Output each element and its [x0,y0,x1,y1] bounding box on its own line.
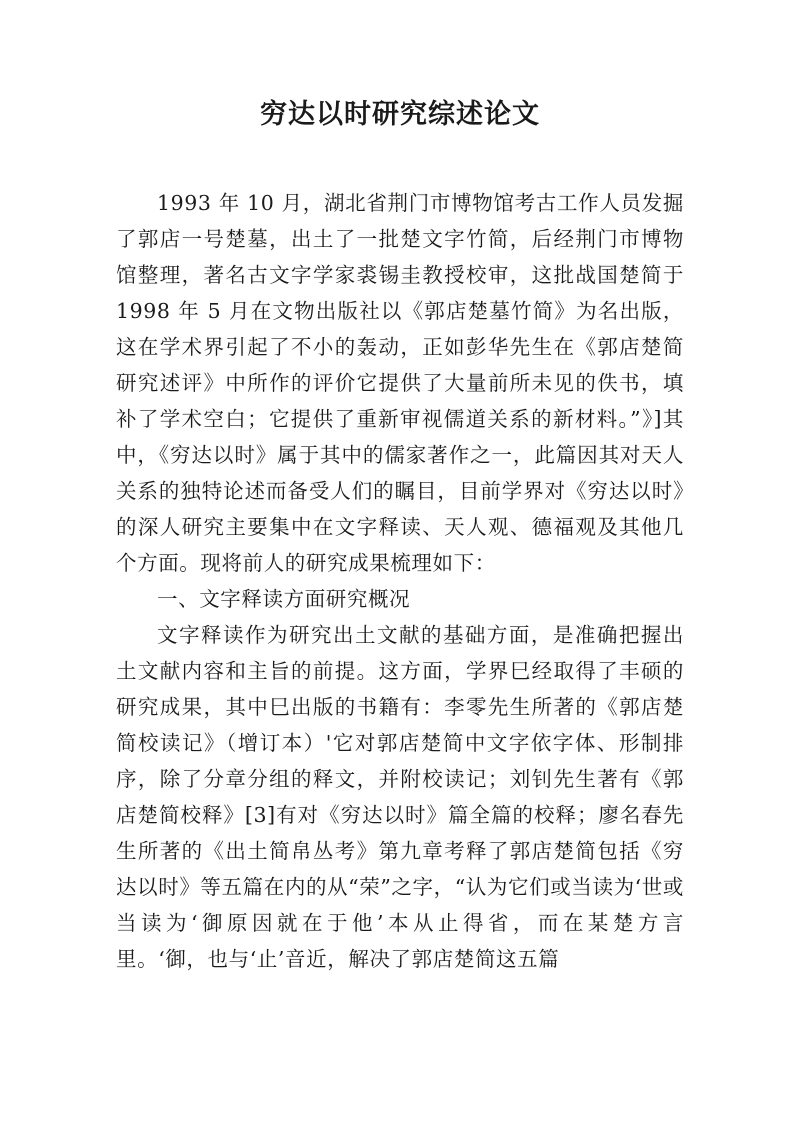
paragraph-intro: 1993 年 10 月，湖北省荆门市博物馆考古工作人员发掘了郭店一号楚墓，出土了一批楚文字竹简，后经荆门市博物馆整理，著名古文字学家裘锡圭教授校审，这批战国楚简于 1998 年 5 月在文物出版社以《郭店楚墓竹简》为名出版，这在学术界引起了不小的轰动，正如彭华先生在《郭店楚简研究述评》中所作的评价它提供了大量前所未见的佚书，填补了学术空白；它提供了重新审视儒道关系的新材料。”》]其中，《穷达以时》属于其中的儒家著作之一，此篇因其对天人关系的独特论述而备受人们的瞩目，目前学界对《穷达以时》的深人研究主要集中在文字释读、天人观、德福观及其他几个方面。现将前人的研究成果梳理如下： [116,191,684,575]
paragraph-text-interpretation: 文字释读作为研究出土文献的基础方面，是准确把握出土文献内容和主旨的前提。这方面，学界巳经取得了丰硕的研究成果，其中巳出版的书籍有：李零先生所著的《郭店楚简校读记》（增订本）'它对郭店楚简中文字依字体、形制排序，除了分章分组的释文，并附校读记；刘钊先生著有《郭店楚简校释》[3]有对《穷达以时》篇全篇的校释；廖名春先生所著的《出土简帛丛考》第九章考释了郭店楚简包括《穷达以时》等五篇在内的从“荣”之字，“认为它们或当读为‘世或当读为‘御原因就在于他’本从止得省，而在某楚方言里。‘御，也与‘止’音近，解决了郭店楚简这五篇 [116,623,684,971]
section-heading: 一、文字释读方面研究概况 [157,587,411,611]
document-title: 穷达以时研究综述论文 [260,99,540,130]
document-body [116,185,684,977]
